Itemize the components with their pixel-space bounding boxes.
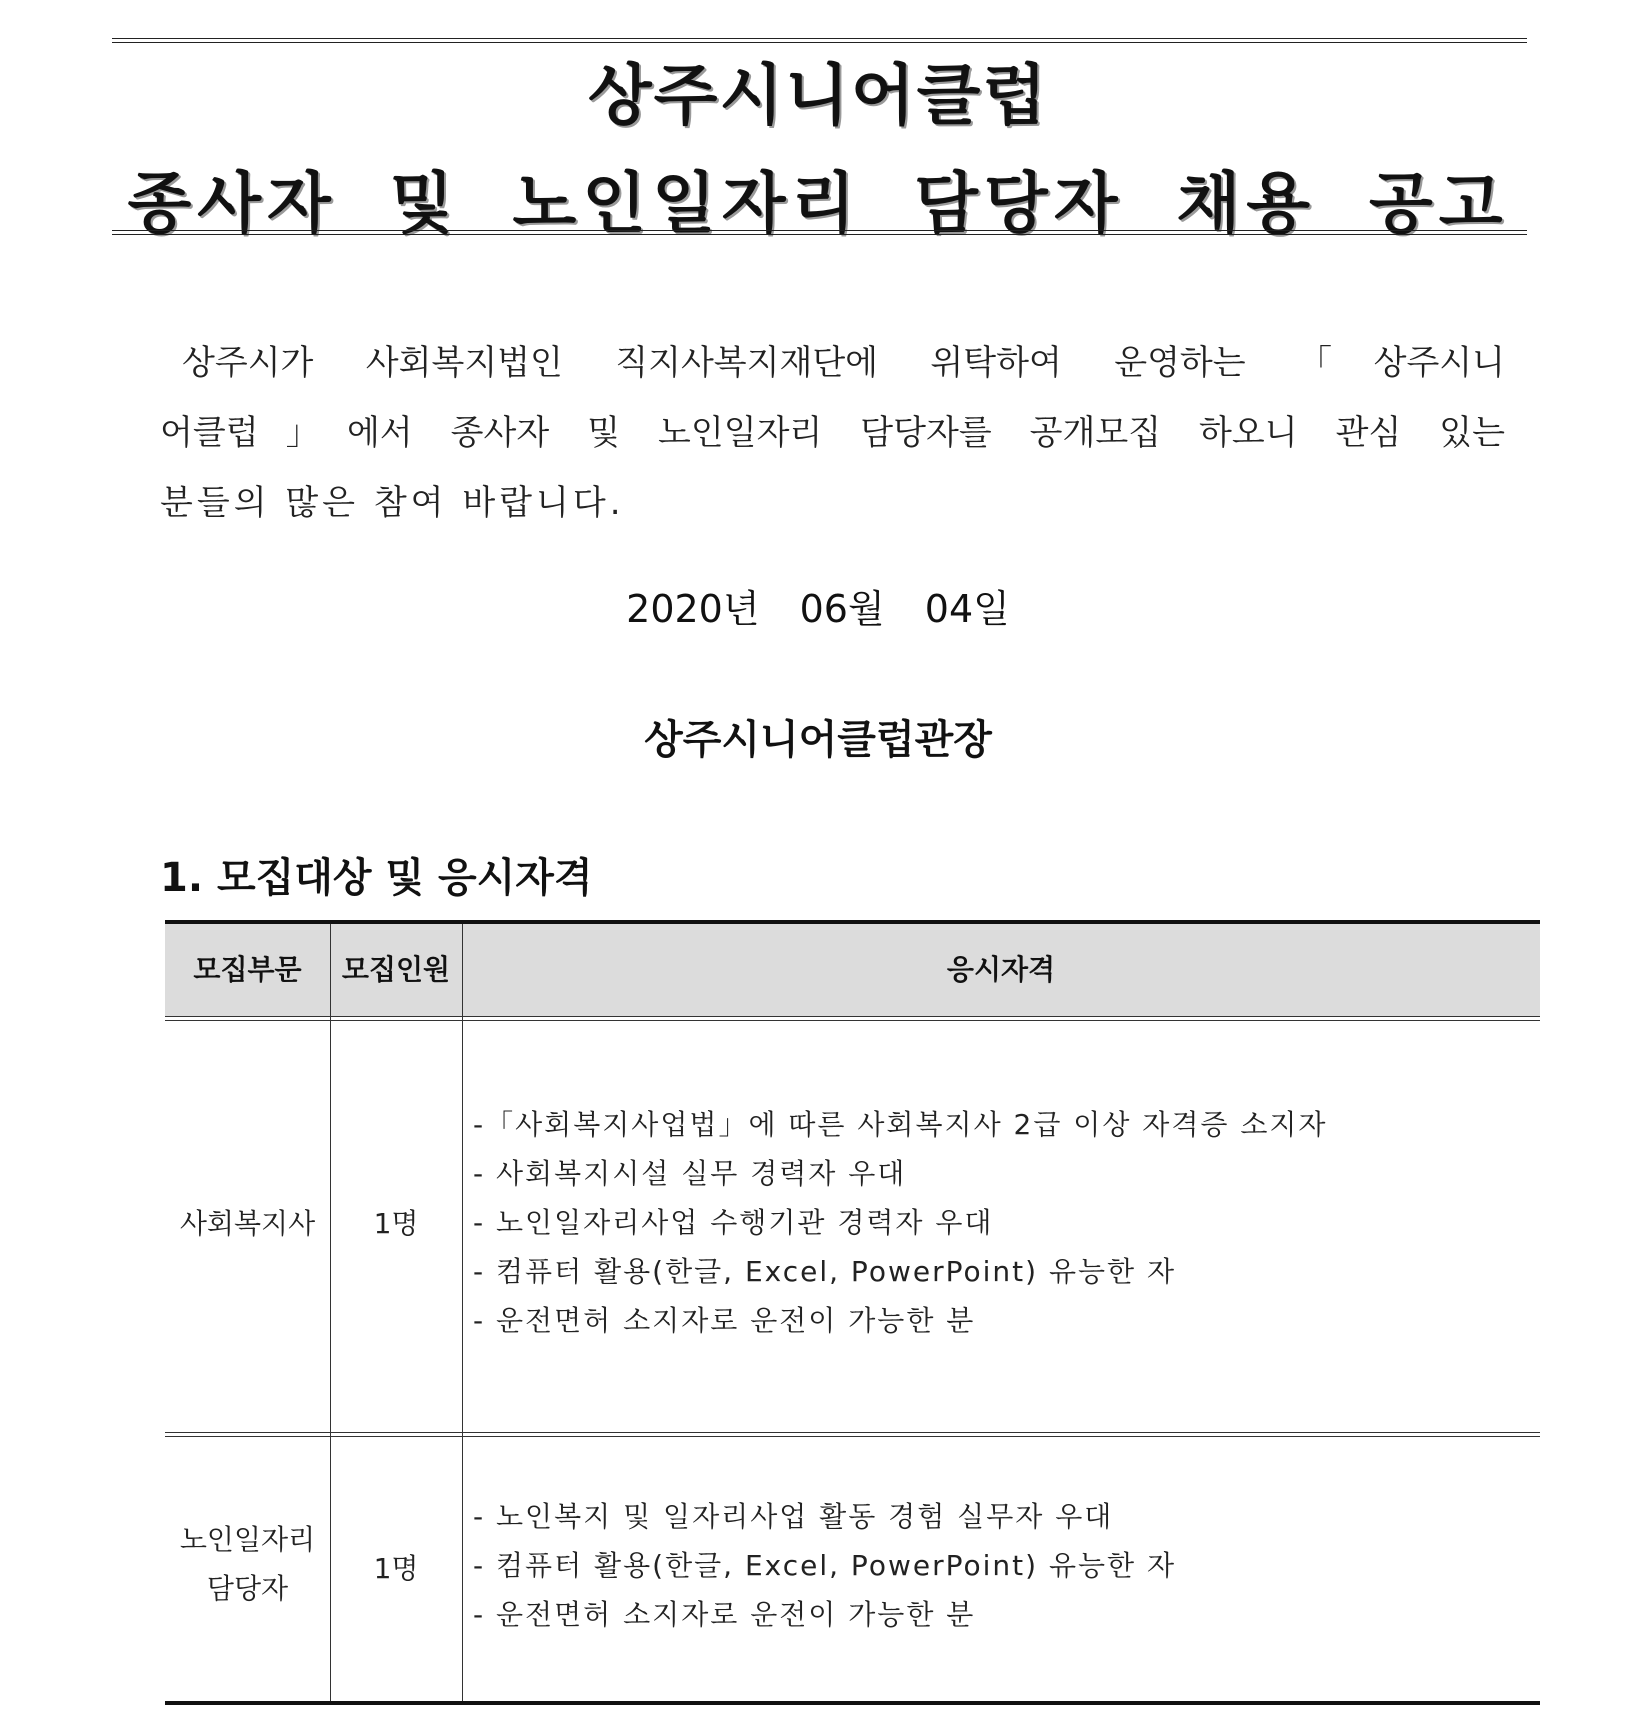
table-row-divider (165, 1432, 1540, 1437)
header-count: 모집인원 (341, 953, 451, 986)
qualification-item: - 노인복지 및 일자리사업 활동 경험 실무자 우대 (473, 1500, 1114, 1533)
table-header-border (165, 1016, 1540, 1021)
title-bottom-rule-inner (112, 234, 1527, 235)
row1-qualifications (473, 1100, 1327, 1345)
section-heading: 1. 모집대상 및 응시자격 (160, 855, 593, 901)
qualification-item: - 사회복지시설 실무 경력자 우대 (473, 1157, 907, 1190)
notice-date: 2020년 06월 04일 (626, 587, 1010, 631)
page-subtitle: 종사자 및 노인일자리 담당자 채용 공고 (127, 165, 1509, 242)
header-qualifications: 응시자격 (946, 953, 1056, 986)
qualification-item: - 노인일자리사업 수행기관 경력자 우대 (473, 1206, 994, 1239)
qualification-item: - 컴퓨터 활용(한글, Excel, PowerPoint) 유능한 자 (473, 1549, 1177, 1582)
intro-line-1: 상주시가 사회복지법인 직지사복지재단에 위탁하여 운영하는 「상주시니 (182, 343, 1505, 383)
page-title: 상주시니어클럽 (587, 57, 1049, 134)
intro-line-3: 분들의 많은 참여 바랍니다. (160, 483, 625, 523)
recruitment-table (165, 920, 1540, 1705)
qualification-item: - 컴퓨터 활용(한글, Excel, PowerPoint) 유능한 자 (473, 1255, 1177, 1288)
intro-line-2: 어클럽」에서 종사자 및 노인일자리 담당자를 공개모집 하오니 관심 있는 (160, 413, 1505, 453)
title-bottom-rule (112, 230, 1527, 231)
qualification-item: - 운전면허 소지자로 운전이 가능한 분 (473, 1304, 976, 1337)
header-category: 모집부문 (193, 953, 302, 986)
row2-category-line1: 노인일자리 (179, 1523, 316, 1556)
qualification-item: - 운전면허 소지자로 운전이 가능한 분 (473, 1598, 976, 1631)
row2-qualifications (473, 1492, 1176, 1639)
row1-category: 사회복지사 (179, 1207, 316, 1240)
qualification-item: -「사회복지사업법」에 따른 사회복지사 2급 이상 자격증 소지자 (473, 1108, 1328, 1141)
row1-count: 1명 (373, 1207, 419, 1240)
title-top-rule (112, 38, 1527, 39)
table-col-divider-2 (462, 924, 463, 1701)
row2-category-line2: 담당자 (206, 1572, 289, 1605)
row2-count: 1명 (373, 1552, 419, 1585)
signer: 상주시니어클럽관장 (644, 717, 992, 763)
table-top-border (165, 920, 1540, 924)
row2-category (165, 1515, 330, 1613)
table-bottom-border (165, 1701, 1540, 1705)
